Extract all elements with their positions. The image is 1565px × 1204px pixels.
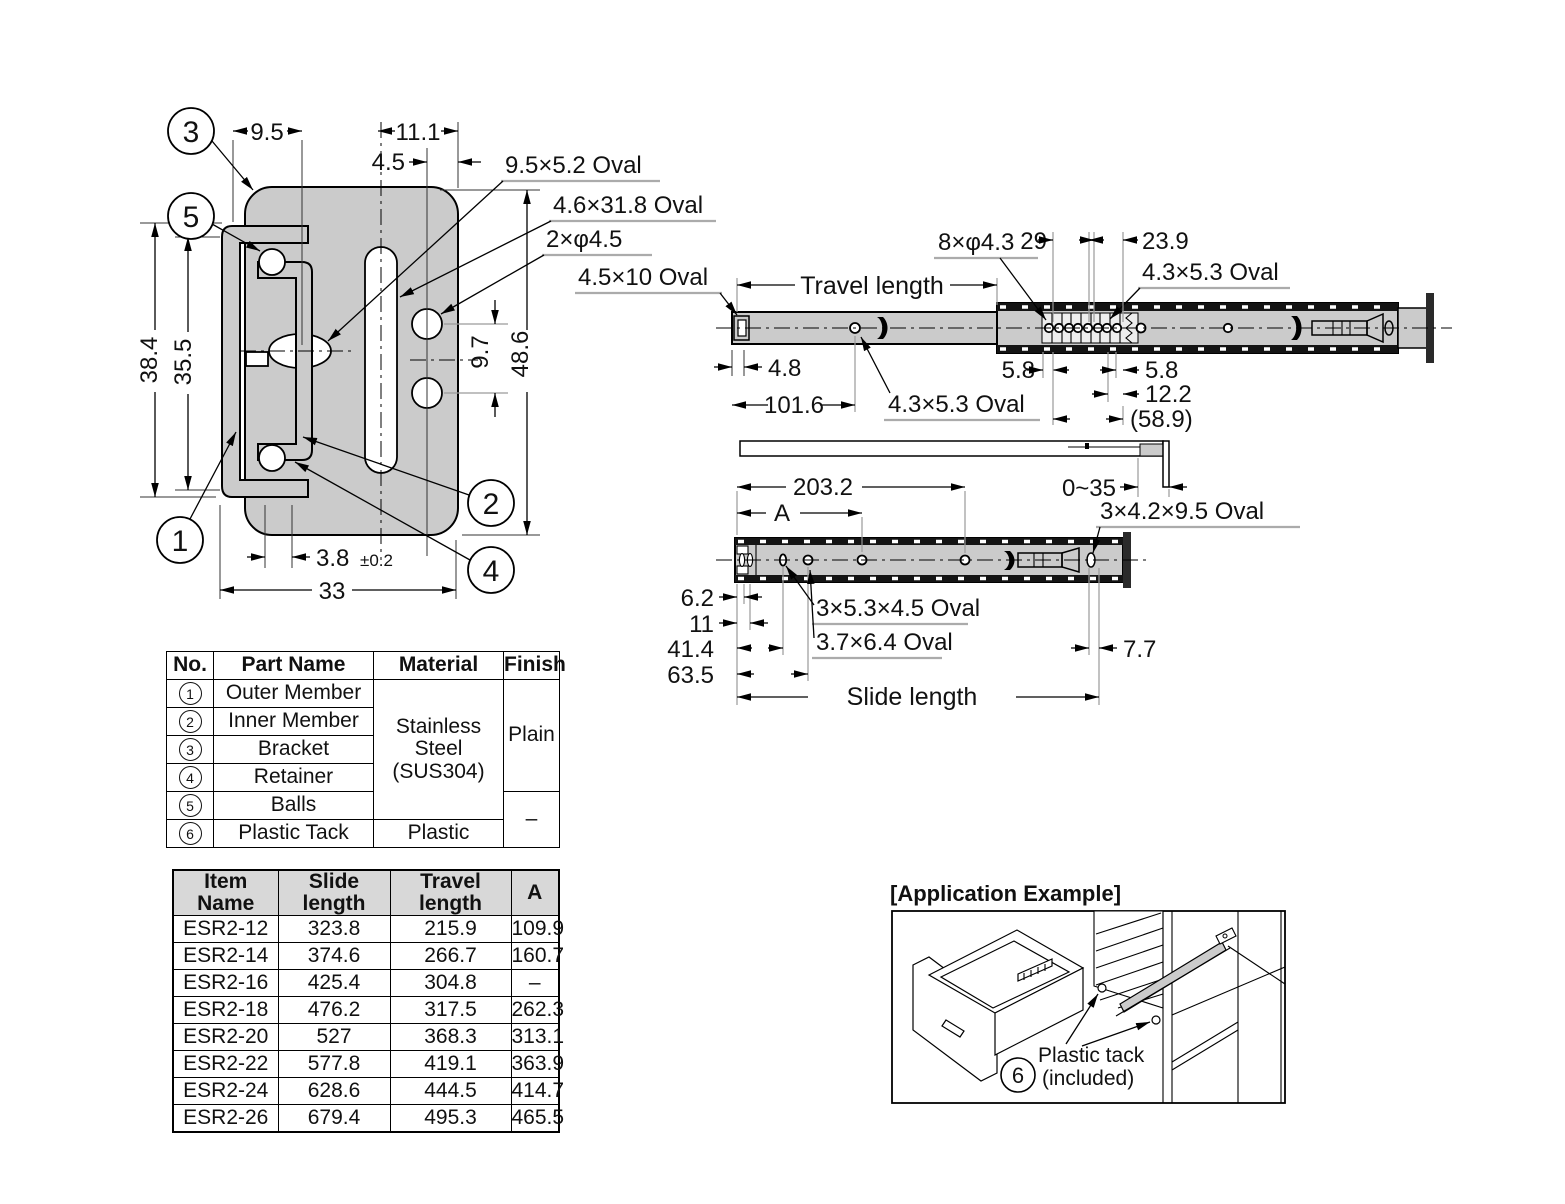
finish-cell: Plain [504, 680, 560, 792]
callout-2: 2 [482, 488, 500, 521]
dim-3-8-tolerance: ±0.2 [360, 551, 393, 570]
part-name: Bracket [214, 736, 374, 764]
ball-bottom [259, 445, 285, 471]
parts-table [166, 651, 566, 848]
slide-length-value: 476.2 [278, 997, 390, 1024]
table-row [173, 970, 559, 997]
slide-length-value: 628.6 [278, 1078, 390, 1105]
item-name: ESR2-14 [173, 943, 278, 970]
table-row [173, 1078, 559, 1105]
section-window [246, 352, 268, 366]
closed-slide-view [667, 474, 1300, 711]
item-table-header-row [173, 870, 559, 916]
item-dimensions-table [172, 869, 565, 1133]
callout-5: 5 [182, 201, 200, 234]
part-name: Outer Member [214, 680, 374, 708]
dim-203-2: 203.2 [792, 474, 854, 501]
dim-101-6: 101.6 [763, 392, 825, 419]
table-row [173, 943, 559, 970]
slide-length-value: 527 [278, 1024, 390, 1051]
part-no [167, 736, 214, 764]
travel-length-value: 444.5 [390, 1078, 511, 1105]
circled-number: 1 [179, 682, 202, 705]
dim-travel-length: Travel length [800, 272, 944, 300]
a-value: 414.7 [511, 1078, 559, 1105]
dim-A: A [773, 500, 791, 527]
cross-section-view [136, 108, 716, 605]
dim-11: 11 [689, 611, 714, 638]
dim-5-8-left: 5.8 [1001, 357, 1035, 384]
dim-0-35: 0~35 [1061, 475, 1116, 502]
part-no [167, 680, 214, 708]
parts-table-header-row [167, 652, 560, 680]
part-no [167, 792, 214, 820]
label-2xphi4-5: 2×φ4.5 [546, 226, 623, 253]
table-row [173, 916, 559, 943]
finish-cell: – [504, 792, 560, 848]
label-oval-3x5-3x4-5: 3×5.3×4.5 Oval [816, 595, 981, 622]
col-header-travel-length: Travel length [390, 870, 511, 916]
col-header-a: A [511, 870, 559, 916]
item-name: ESR2-16 [173, 970, 278, 997]
travel-length-value: 495.3 [390, 1105, 511, 1133]
part-name: Retainer [214, 764, 374, 792]
col-header-material: Material [374, 652, 504, 680]
dim-38-4: 38.4 [136, 336, 163, 384]
plastic-tack-note-line2: (included) [1042, 1067, 1135, 1090]
col-header-item-name: Item Name [173, 870, 278, 916]
dim-4-8: 4.8 [768, 355, 802, 382]
application-example [890, 881, 1285, 1103]
a-value: 109.9 [511, 916, 559, 943]
dim-33: 33 [318, 578, 346, 605]
dim-4-5: 4.5 [371, 149, 405, 176]
dim-11-1: 11.1 [395, 119, 441, 146]
travel-length-value: 317.5 [390, 997, 511, 1024]
slide-length-value: 323.8 [278, 916, 390, 943]
callout-3: 3 [182, 116, 200, 149]
travel-length-value: 215.9 [390, 916, 511, 943]
a-value: – [511, 970, 559, 997]
part-no [167, 820, 214, 848]
label-oval-9-5x5-2: 9.5×5.2 Oval [505, 152, 642, 179]
travel-length-value: 419.1 [390, 1051, 511, 1078]
dim-12-2: 12.2 [1145, 381, 1192, 408]
item-name: ESR2-22 [173, 1051, 278, 1078]
plastic-tack-note-line1: Plastic tack [1038, 1044, 1145, 1067]
circled-number: 3 [179, 738, 202, 761]
table-row [167, 820, 560, 848]
callout-1: 1 [171, 525, 189, 558]
col-header-no: No. [167, 652, 214, 680]
slide-length-value: 679.4 [278, 1105, 390, 1133]
label-oval-3-7x6-4: 3.7×6.4 Oval [816, 629, 953, 656]
label-oval-4-5x10: 4.5×10 Oval [578, 264, 709, 291]
col-header-part-name: Part Name [214, 652, 374, 680]
material-cell: Plastic [374, 820, 504, 848]
col-header-slide-length: Slide length [278, 870, 390, 916]
circled-number: 5 [179, 794, 202, 817]
a-value: 465.5 [511, 1105, 559, 1133]
slide-length-value: 425.4 [278, 970, 390, 997]
circled-number: 4 [179, 766, 202, 789]
part-name: Inner Member [214, 708, 374, 736]
item-name: ESR2-18 [173, 997, 278, 1024]
part-no [167, 764, 214, 792]
dim-slide-length: Slide length [846, 683, 978, 711]
plastic-tack-1 [1098, 984, 1106, 992]
part-no [167, 708, 214, 736]
label-oval-3x4-2x9-5: 3×4.2×9.5 Oval [1100, 498, 1265, 525]
label-oval-4-3x5-3-mid: 4.3×5.3 Oval [888, 391, 1025, 418]
dim-9-7: 9.7 [467, 335, 494, 369]
a-value: 160.7 [511, 943, 559, 970]
extended-slide-view [575, 228, 1452, 433]
callout-6: 6 [1011, 1063, 1025, 1088]
travel-length-value: 266.7 [390, 943, 511, 970]
dim-29: 29 [1020, 228, 1047, 255]
a-value: 313.1 [511, 1024, 559, 1051]
dim-35-5: 35.5 [170, 338, 197, 386]
a-value: 262.3 [511, 997, 559, 1024]
label-8xphi4-3: 8×φ4.3 [938, 229, 1015, 256]
part-name: Balls [214, 792, 374, 820]
dim-48-6: 48.6 [507, 330, 534, 378]
dim-9-5: 9.5 [250, 119, 284, 146]
label-oval-4-3x5-3-top: 4.3×5.3 Oval [1142, 259, 1279, 286]
dim-5-8-right: 5.8 [1145, 357, 1179, 384]
col-header-finish: Finish [504, 652, 560, 680]
table-row [173, 1024, 559, 1051]
item-name: ESR2-20 [173, 1024, 278, 1051]
circled-number: 6 [179, 822, 202, 845]
dim-6-2: 6.2 [680, 585, 714, 612]
table-row [173, 1051, 559, 1078]
table-row [173, 997, 559, 1024]
label-oval-4-6x31-8: 4.6×31.8 Oval [553, 192, 704, 219]
dim-41-4: 41.4 [667, 636, 714, 663]
dim-63-5: 63.5 [667, 662, 714, 689]
dim-58-9: (58.9) [1130, 406, 1193, 433]
travel-length-value: 304.8 [390, 970, 511, 997]
table-row [167, 680, 560, 708]
dim-23-9: 23.9 [1142, 228, 1189, 255]
callout-4: 4 [482, 555, 500, 588]
material-cell: Stainless Steel (SUS304) [374, 680, 504, 820]
item-name: ESR2-26 [173, 1105, 278, 1133]
circled-number: 2 [179, 710, 202, 733]
plastic-tack-2 [1152, 1016, 1160, 1024]
a-value: 363.9 [511, 1051, 559, 1078]
table-row [173, 1105, 559, 1133]
part-name: Plastic Tack [214, 820, 374, 848]
dim-7-7: 7.7 [1123, 636, 1157, 663]
dim-3-8: 3.8 [316, 545, 350, 572]
application-title: [Application Example] [890, 881, 1122, 906]
slide-length-value: 577.8 [278, 1051, 390, 1078]
item-name: ESR2-12 [173, 916, 278, 943]
item-name: ESR2-24 [173, 1078, 278, 1105]
ball-top [259, 249, 285, 275]
slide-length-value: 374.6 [278, 943, 390, 970]
travel-length-value: 368.3 [390, 1024, 511, 1051]
